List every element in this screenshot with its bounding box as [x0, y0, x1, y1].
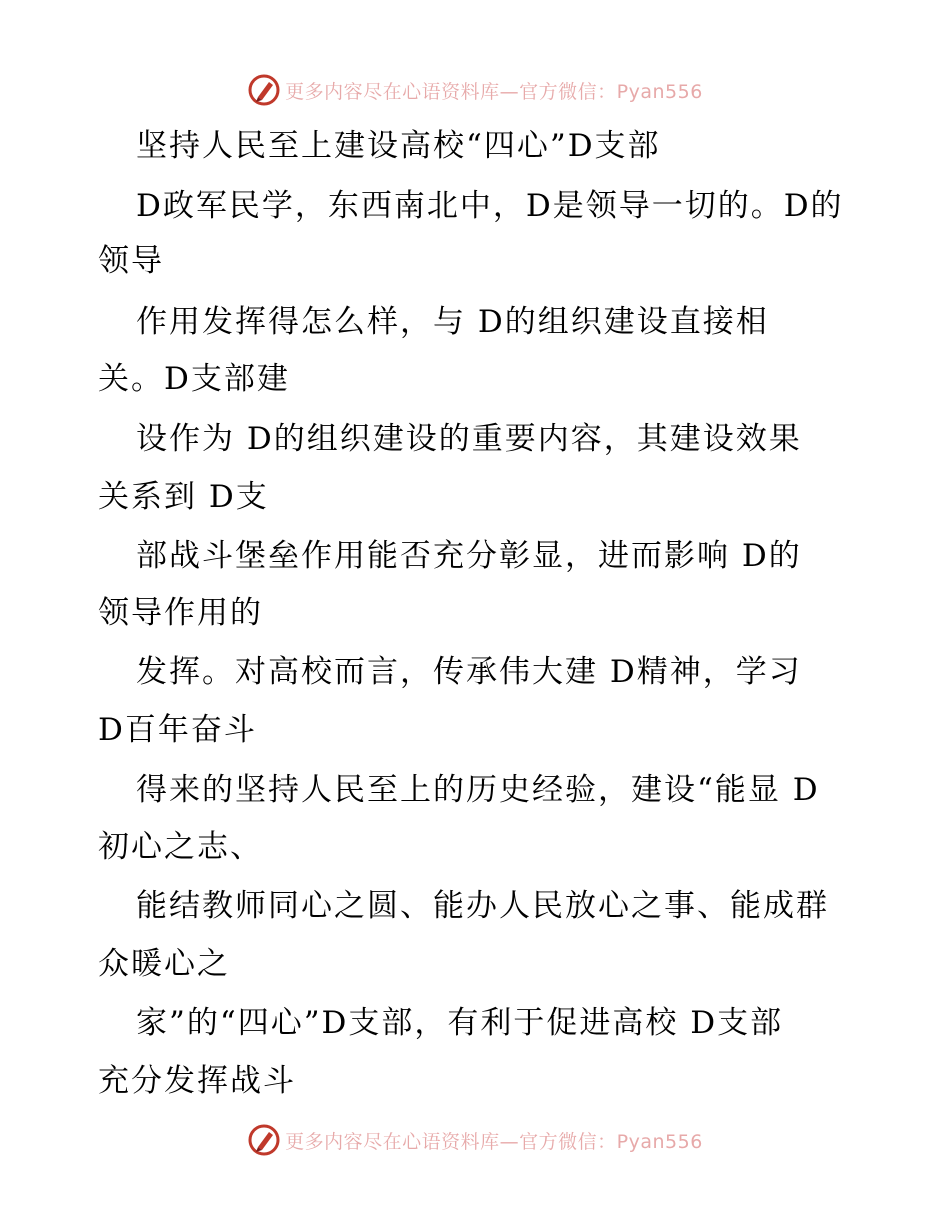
- paragraph-line: 关。D支部建: [98, 361, 290, 397]
- paragraph-line: 得来的坚持人民至上的历史经验，建设“能显 D: [136, 772, 820, 808]
- paragraph-line: 部战斗堡垒作用能否充分彰显，进而影响 D的: [136, 538, 802, 574]
- paragraph-line: 发挥。对高校而言，传承伟大建 D精神，学习: [136, 654, 802, 690]
- paragraph-line: 设作为 D的组织建设的重要内容，其建设效果: [136, 421, 802, 457]
- paragraph-line: 能结教师同心之圆、能办人民放心之事、能成群: [136, 888, 829, 924]
- paragraph-line: 领导: [98, 243, 164, 279]
- watermark-text: 更多内容尽在心语资料库—官方微信：Pyan556: [285, 1130, 703, 1153]
- paragraph-line: 初心之志、: [98, 829, 263, 865]
- pen-logo-icon: [247, 1123, 281, 1157]
- watermark-text: 更多内容尽在心语资料库—官方微信：Pyan556: [285, 80, 703, 103]
- paragraph-line: 家”的“四心”D支部，有利于促进高校 D支部: [136, 1005, 784, 1041]
- paragraph-line: 充分发挥战斗: [98, 1063, 296, 1099]
- paragraph-line: 领导作用的: [98, 595, 263, 631]
- document-title: 坚持人民至上建设高校“四心”D支部: [136, 128, 661, 164]
- paragraph-line: 作用发挥得怎么样，与 D的组织建设直接相: [136, 304, 769, 340]
- paragraph-line: 关系到 D支: [98, 479, 269, 515]
- paragraph-line: 众暖心之: [98, 946, 230, 982]
- footer-watermark: [0, 1120, 950, 1160]
- paragraph-line: D百年奋斗: [98, 712, 257, 748]
- paragraph-line: D政军民学，东西南北中，D是领导一切的。D的: [136, 188, 844, 224]
